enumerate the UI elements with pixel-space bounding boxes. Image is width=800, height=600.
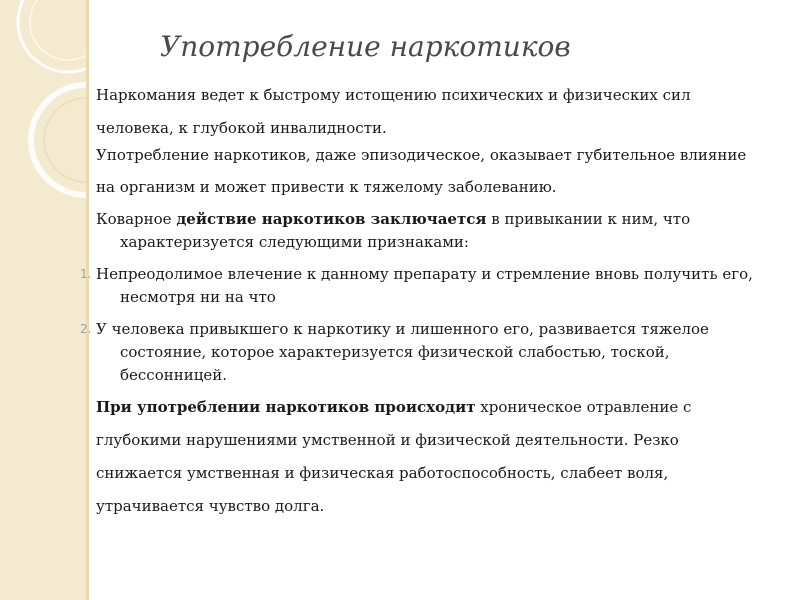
slide-body: [80, 84, 756, 518]
paragraph: снижается умственная и физическая работоспособность, слабеет воля,: [96, 464, 669, 482]
paragraph: [96, 396, 756, 419]
bold-text: действие наркотиков заключается: [176, 210, 487, 228]
list-item-text: Непреодолимое влечение к данному препарату и стремление вновь получить его, несмотря ни на что: [96, 265, 753, 306]
list-item: [80, 263, 756, 309]
sidebar-divider: [86, 0, 89, 600]
decorative-ring: [18, 0, 86, 72]
decorative-ring: [31, 85, 86, 195]
text-run: в привыкании к ним, что характеризуется следующими признаками:: [120, 210, 691, 251]
text-run: Коварное: [96, 210, 177, 228]
paragraph: Употребление наркотиков, даже эпизодическое, оказывает губительное влияние: [96, 146, 747, 164]
paragraph: человека, к глубокой инвалидности.: [96, 119, 387, 137]
list-item-text: У человека привыкшего к наркотику и лишенного его, развивается тяжелое состояние, которое характеризуется физической слабостью, тоской, бессонницей.: [96, 320, 709, 384]
slide-title: Употребление наркотиков: [160, 30, 571, 63]
bold-text: При употреблении наркотиков происходит: [96, 398, 476, 416]
list-number: 2.: [80, 322, 92, 336]
paragraph: Наркомания ведет к быстрому истощению психических и физических сил: [96, 86, 691, 104]
paragraph: на организм и может привести к тяжелому заболеванию.: [96, 178, 557, 196]
list-item: [80, 318, 756, 387]
list-number: 1.: [80, 267, 92, 281]
text-run: хроническое отравление с: [475, 398, 692, 416]
paragraph: [96, 208, 756, 254]
decorative-ring: [30, 0, 86, 60]
decorative-circles: [0, 0, 86, 600]
decorative-sidebar: [0, 0, 86, 600]
paragraph: утрачивается чувство долга.: [96, 497, 325, 515]
decorative-ring: [44, 98, 86, 182]
paragraph: глубокими нарушениями умственной и физической деятельности. Резко: [96, 431, 679, 449]
